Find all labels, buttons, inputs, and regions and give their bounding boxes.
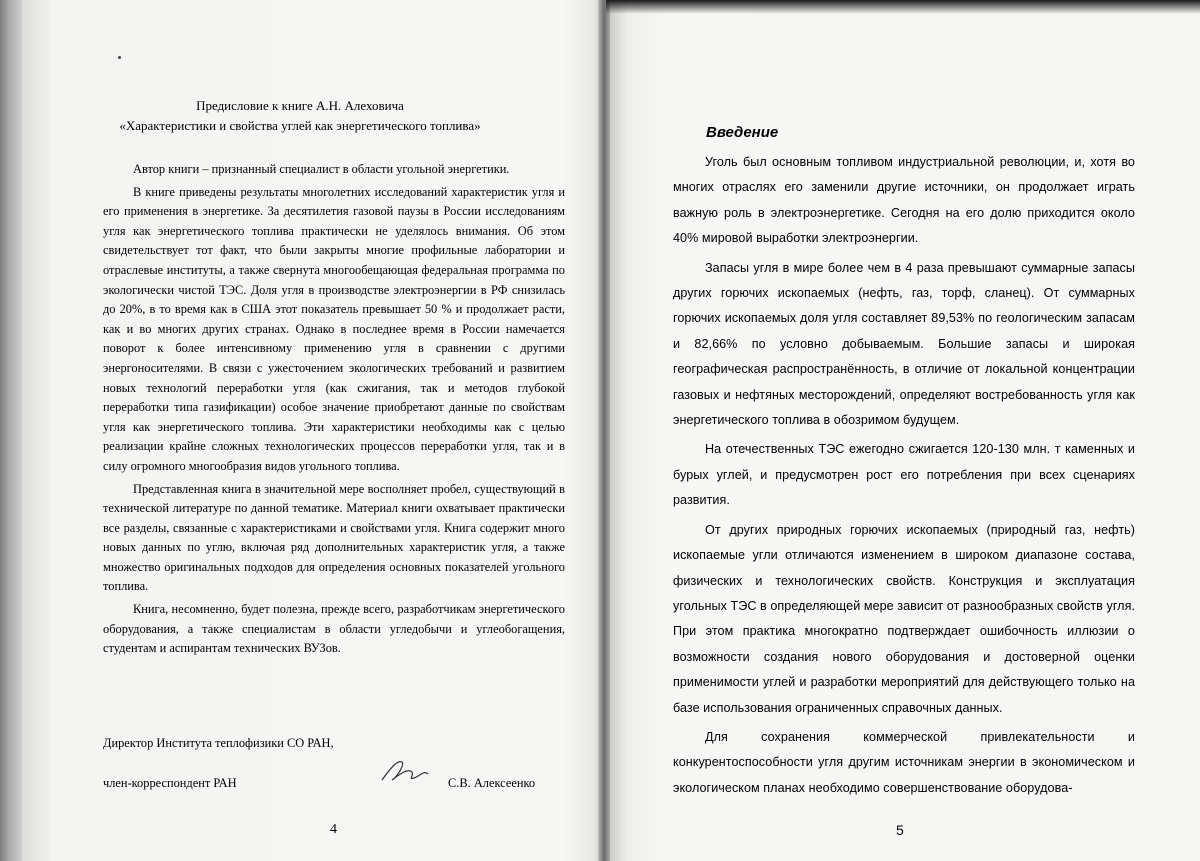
introduction-body — [673, 150, 1135, 801]
intro-paragraph: Запасы угля в мире более чем в 4 раза превышают суммарные запасы других горючих ископаемых (нефть, газ, торф, сланец). От суммарных горючих ископаемых доля угля составляет 89,53% по геологическим запасам и 82,66% по условно добываемым. Большие запасы и широкая географическая распространённость, в отличие от локальной концентрации газовых и нефтяных месторождений, определяют востребованность угля как энергетического топлива в обозримом будущем. — [673, 260, 1135, 428]
handwritten-signature — [378, 756, 432, 786]
page-number-right: 5 — [896, 822, 904, 838]
book-spine — [598, 0, 610, 861]
scan-speck — [118, 56, 121, 59]
intro-paragraph: От других природных горючих ископаемых (природный газ, нефть) ископаемые угли отличаются изменением в широком диапазоне состава, физических и технологических свойств. Конструкция и эксплуатация угольных ТЭС в определяющей мере зависит от разнообразных свойств угля. При этом практика многократно подтверждает ошибочность иллюзии о возможности создания нового оборудования и достоверной оценки применимости углей и разработки мероприятий для действующего только на базе использования ограниченных справочных данных. — [673, 522, 1135, 715]
signature-name: С.В. Алексеенко — [448, 776, 536, 790]
scan-shadow — [606, 0, 1200, 14]
preface-title — [80, 96, 520, 136]
preface-paragraph: Представленная книга в значительной мере восполняет пробел, существующий в технической литературе по данной тематике. Материал книги охватывает практически все разделы, связанные с характеристиками и свойствами угля. Книга содержит много новых данных по углю, включая ряд дополнительных характеристик угля, а также множество оригинальных подходов для определения основных показателей угольного топлива. — [103, 481, 565, 594]
preface-paragraph: Книга, несомненно, будет полезна, прежде всего, разработчикам энергетического оборудования, а также специалистам в области угледобычи и углеобогащения, студентам и аспирантам технических ВУЗов. — [103, 602, 565, 656]
signature-title: член-корреспондент РАН — [103, 776, 237, 790]
section-heading: Введение — [706, 124, 779, 141]
preface-title-line2: «Характеристики и свойства углей как энергетического топлива» — [119, 118, 481, 133]
preface-paragraph: В книге приведены результаты многолетних исследований характеристик угля и его применения в энергетике. За десятилетия газовой паузы в России исследованиям угля как энергетического топлива практически не уделялось внимания. Об этом свидетельствует тот факт, что были закрыты многие профильные лаборатории и отраслевые институты, а также свернута многообещающая федеральная программа по экологически чистой ТЭС. Доля угля в производстве электроэнергии в РФ снизилась до 20%, в то время как в США этот показатель превышает 50 % и продолжает расти, как и во многих других странах. Однако в последнее время в России намечается поворот к более интенсивному применению угля в сравнении с другими энергоносителями. В связи с ужесточением экологических требований и развитием новых технологий переработки угля (как сжигания, так и методов глубокой переработки типа газификации) особое значение приобретают данные по свойствам угля как энергетического топлива. Эти характеристики необходимы как с целью реализации крайне сложных технологических процессов переработки угля, так и в силу огромного многообразия видов угольного топлива. — [103, 184, 565, 473]
preface-body — [103, 160, 565, 659]
intro-paragraph: На отечественных ТЭС ежегодно сжигается 120-130 млн. т каменных и бурых углей, и предусмотрен рост его потребления при всех сценариях развития. — [673, 442, 1135, 508]
preface-paragraph: Автор книги – признанный специалист в области угольной энергетики. — [133, 162, 510, 176]
page-number-left: 4 — [330, 822, 337, 837]
intro-paragraph: Для сохранения коммерческой привлекательности и конкурентоспособности угля другим источникам энергии в экономическом и экологическом планах необходимо совершенствование оборудова- — [673, 729, 1135, 795]
book-edge — [0, 0, 22, 861]
preface-title-line1: Предисловие к книге А.Н. Алеховича — [196, 98, 404, 113]
signature-position: Директор Института теплофизики СО РАН, — [103, 736, 334, 750]
intro-paragraph: Уголь был основным топливом индустриальной революции, и, хотя во многих отраслях его заменили другие источники, он продолжает играть важную роль в электроэнергетике. Сегодня на его долю приходится около 40% мировой выработки электроэнергии. — [673, 155, 1135, 246]
